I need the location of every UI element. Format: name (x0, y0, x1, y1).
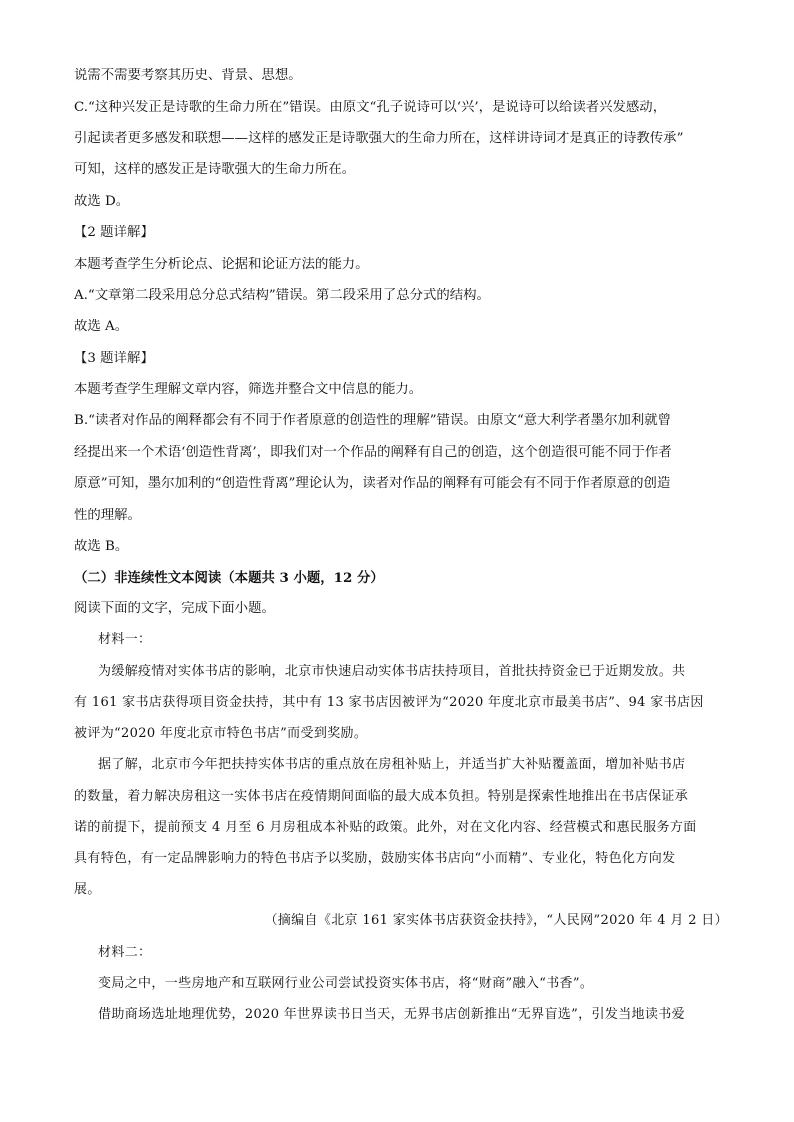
material-text-line: 为缓解疫情对实体书店的影响，北京市快速启动实体书店扶持项目，首批扶持资金已于近期发放。共 (98, 664, 686, 679)
material-text-line: 具有特色，有一定品牌影响力的特色书店予以奖励，鼓励实体书店向“小而精”、专业化，特色化方向发 (74, 851, 676, 866)
material-text-line: 展。 (74, 882, 101, 897)
material-text-line: 诺的前提下，提前预支 4 月至 6 月房租成本补贴的政策。此外，对在文化内容、经营模式和惠民服务方面 (74, 820, 697, 835)
material-label: 材料一： (98, 632, 152, 647)
part-heading: （二）非连续性文本阅读（本题共 3 小题，12 分） (74, 570, 384, 586)
answer-text-line: 本题考查学生分析论点、论据和论证方法的能力。 (74, 257, 369, 272)
answer-text-line: 说需不需要考察其历史、背景、思想。 (74, 68, 302, 83)
source-citation: （摘编自《北京 161 家实体书店获资金扶持》，“人民网”2020 年 4 月 2 日） (264, 913, 728, 928)
answer-text-line: 原意”可知，墨尔加利的“创造性背离”理论认为，读者对作品的阐释有可能会有不同于作者原意的创造 (74, 476, 671, 491)
answer-text-line: B.“读者对作品的阐释都会有不同于作者原意的创造性的理解”错误。由原文“意大利学者墨尔加利就曾 (74, 413, 672, 428)
answer-text-line: 性的理解。 (74, 508, 141, 523)
material-text-line: 被评为“2020 年度北京市特色书店”而受到奖励。 (74, 726, 368, 741)
material-text-line: 借助商场选址地理优势，2020 年世界读书日当天，无界书店创新推出“无界盲选”，引发当地读书爱 (98, 1007, 685, 1022)
answer-text-line: 可知，这样的感发正是诗歌强大的生命力所在。 (74, 162, 356, 177)
answer-choice-line: 故选 D。 (74, 194, 130, 209)
material-text-line: 的数量，着力解决房租这一实体书店在疫情期间面临的最大成本负担。特别是探索性地推出在书店保证承 (74, 789, 689, 804)
material-text-line: 据了解，北京市今年把扶持实体书店的重点放在房租补贴上，并适当扩大补贴覆盖面，增加补贴书店 (98, 757, 686, 772)
answer-text-line: 引起读者更多感发和联想——这样的感发正是诗歌强大的生命力所在，这样讲诗词才是真正的诗教传承” (74, 131, 684, 146)
material-text-line: 变局之中，一些房地产和互联网行业公司尝试投资实体书店，将“财商”融入“书香”。 (98, 976, 594, 991)
answer-text-line: C.“这种兴发正是诗歌的生命力所在”错误。由原文“孔子说诗可以‘兴’，是说诗可以给读者兴发感动， (74, 100, 667, 115)
section-heading: 【3 题详解】 (74, 351, 154, 366)
instruction-line: 阅读下面的文字，完成下面小题。 (74, 601, 275, 616)
answer-text-line: 本题考查学生理解文章内容，筛选并整合文中信息的能力。 (74, 382, 423, 397)
material-label: 材料二： (98, 945, 152, 960)
answer-choice-line: 故选 A。 (74, 319, 129, 334)
material-text-line: 有 161 家书店获得项目资金扶持，其中有 13 家书店因被评为“2020 年度北京市最美书店”、94 家书店因 (74, 695, 704, 710)
answer-text-line: A.“文章第二段采用总分总式结构”错误。第二段采用了总分式的结构。 (74, 288, 490, 303)
section-heading: 【2 题详解】 (74, 225, 154, 240)
answer-choice-line: 故选 B。 (74, 539, 129, 554)
answer-text-line: 经提出来一个术语‘创造性背离’，即我们对一个作品的阐释有自己的创造，这个创造很可能不同于作者 (74, 445, 672, 460)
